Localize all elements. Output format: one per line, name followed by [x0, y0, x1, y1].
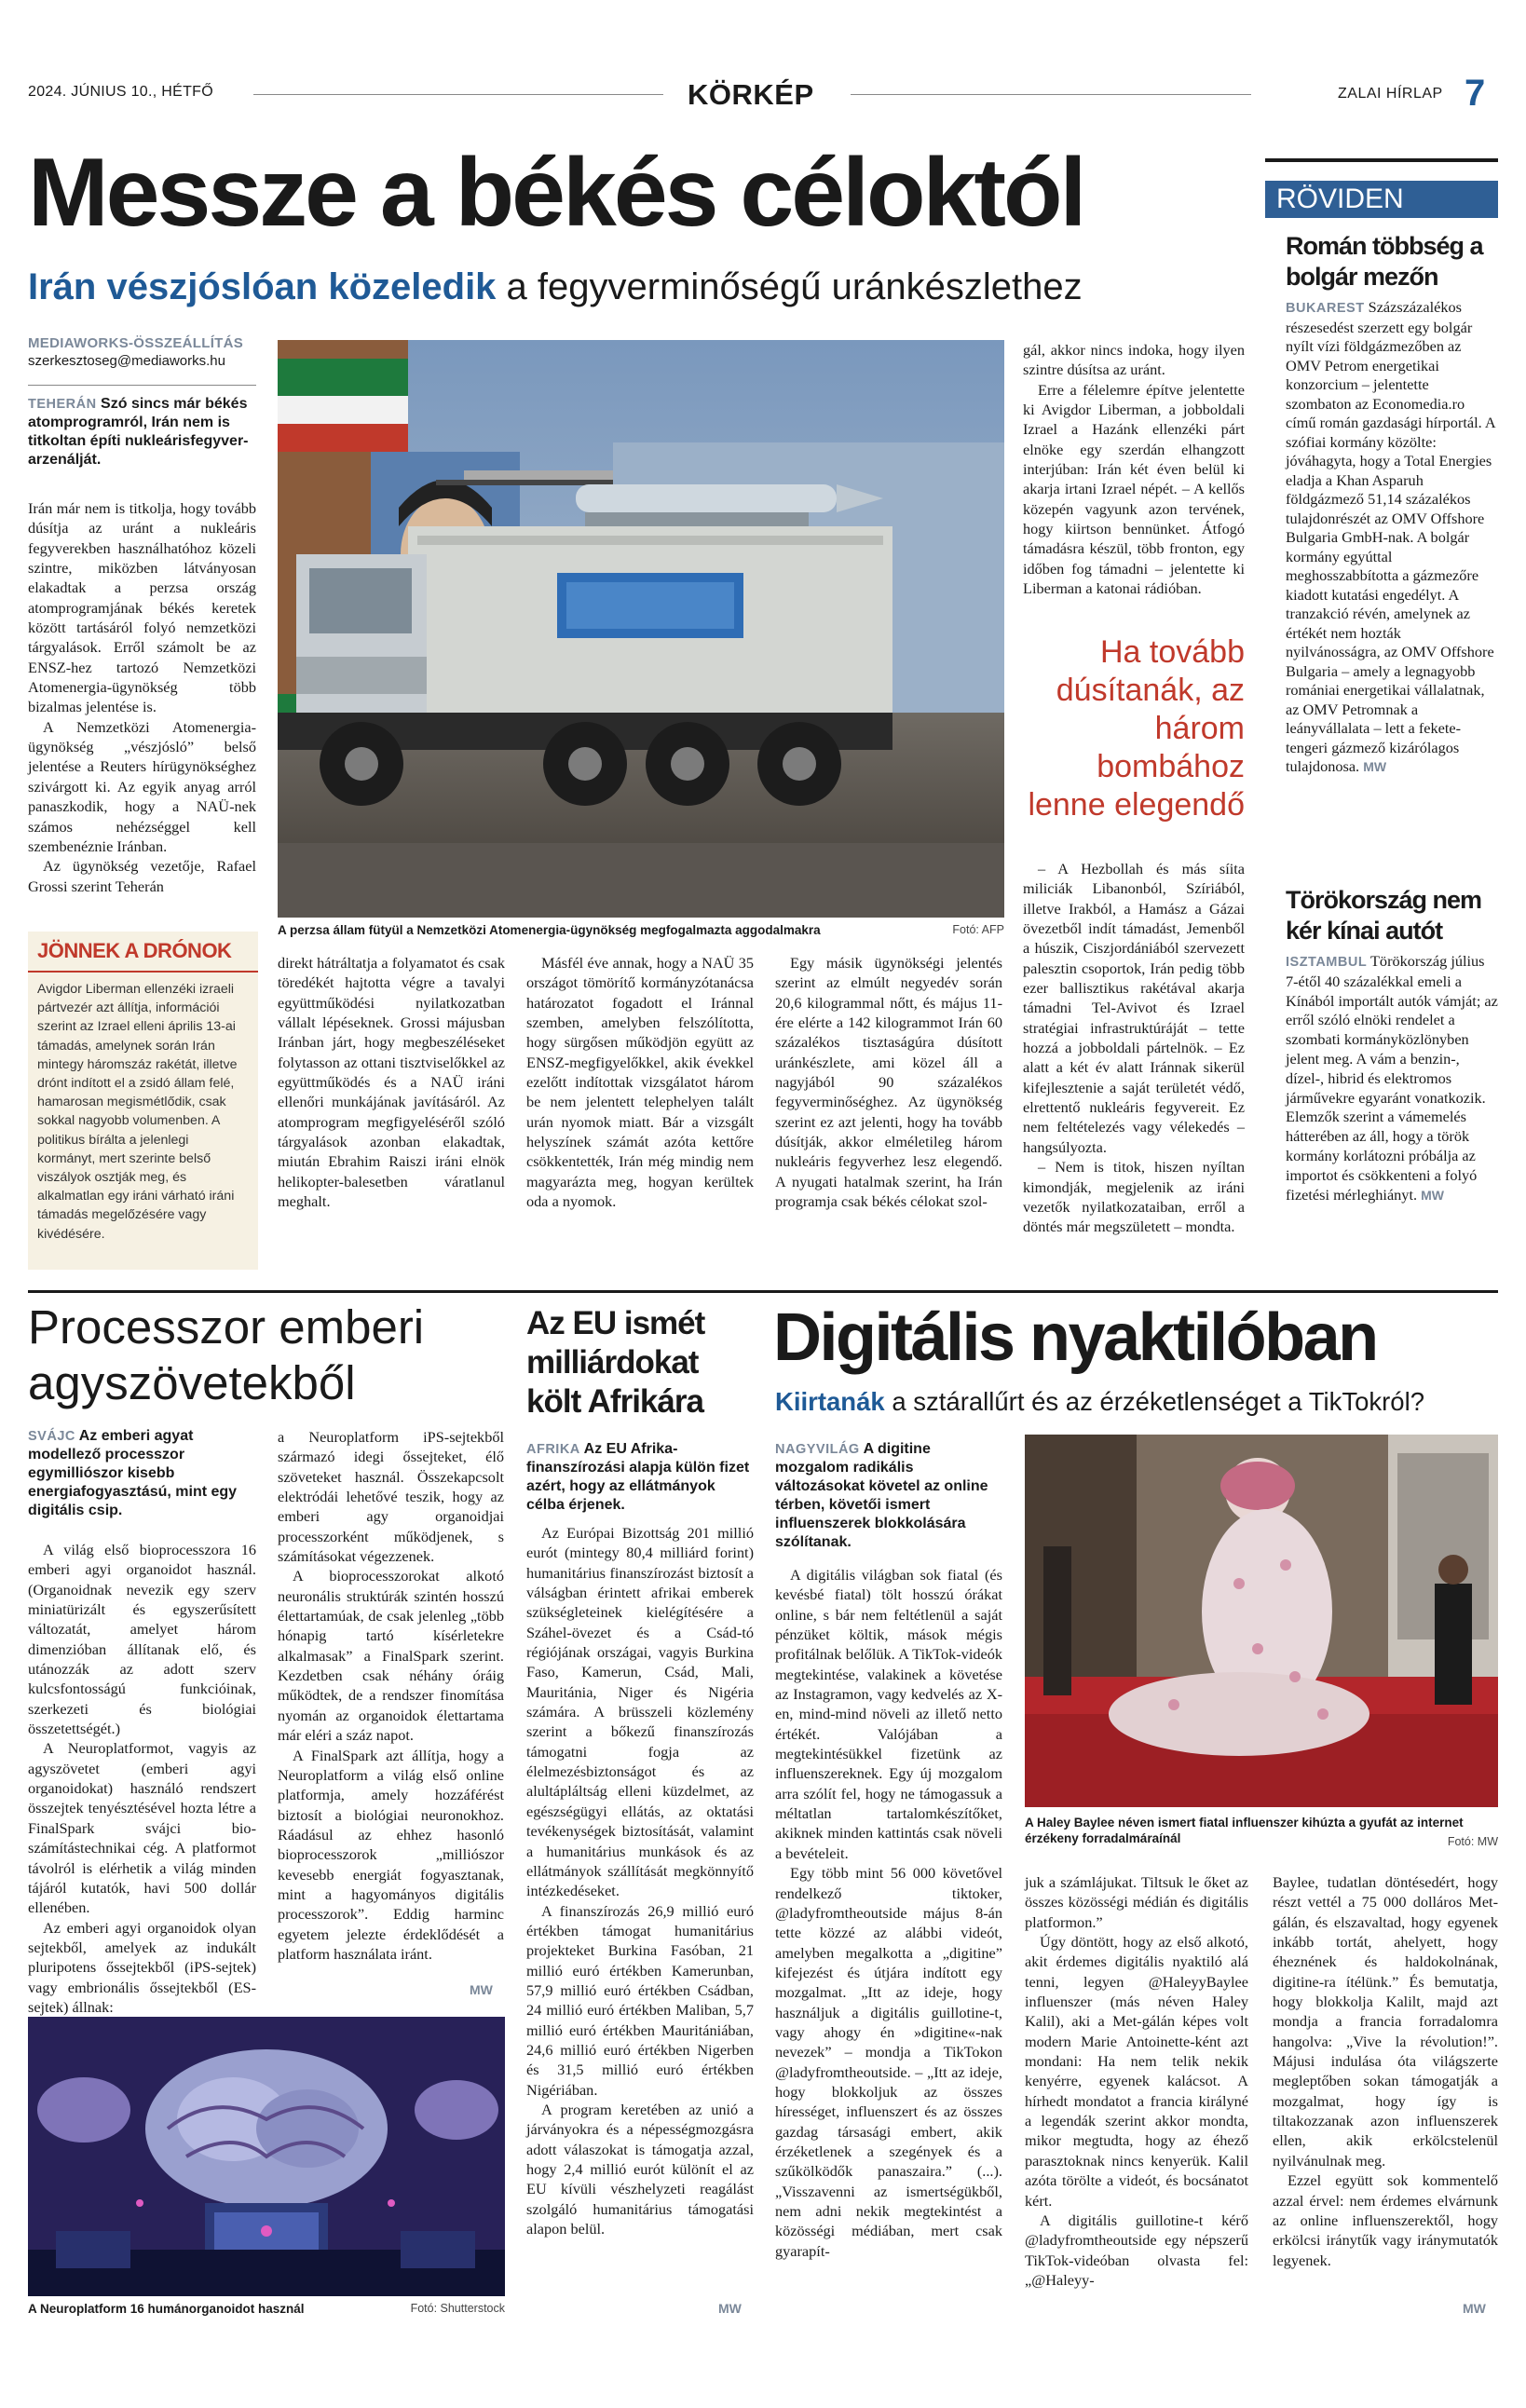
byline-divider [28, 385, 256, 386]
paragraph: A FinalSpark azt állítja, hogy a Neuroplatform a világ első online platformja, amely hozzáférést biztosít a biológiai neuronokhoz. Ráadásul az ehhez hasonló bioprocesszorok „milliószor kevesebb energiát fogyasztanak, mint a hagyományos digitális processzorok”. Eddig harminc egyetem jelezte érdeklődését a platform használata iránt. [278, 1746, 504, 1963]
paragraph: Egy másik ügynökségi jelentés szerint az elmúlt negyedév során 20,6 kilogrammal nőtt, és május 11-ére elérte a 142 kilogrammot Irán 60 százalékos tisztaságúra dúsított uránkészlete, ami közel áll a nagyjából 90 százalékos fegyverminőséghez. Az ügynökség szerint ez azt jelenti, hogy ha tovább dúsítják, akkor elméletileg három nukleáris fegyverhez lesz elegendő. A nyugati hatalmak szerint, ha Irán programja csak békés célokat szol- [775, 954, 1002, 1211]
processor-photo-credit: Fotó: Shutterstock [410, 2302, 505, 2315]
africa-lead-text: Az EU Afrika-finanszírozási alapja külön fizet azért, hogy az ellátmányok célba érjenek. [526, 1441, 750, 1513]
roviden-item-text [1286, 298, 1498, 777]
main-lead-text: Szó sincs már békés atomprogramról, Irán nem is titkoltan építi nukleárisfegyver-arzenálját. [28, 396, 249, 468]
processor-col1 [28, 1540, 256, 2016]
tiktok-lead [775, 1440, 1002, 1552]
africa-lead [526, 1440, 754, 1515]
paragraph: – A Hezbollah és más síita miliciák Libanonból, Szíriából, illetve Irakból, a Hamász a Gázai övezetből indít támadást, Jemenből a húszik, Ciszjordániából szervezett palesztin csoportok, Irán pedig több ezer ballisztikus rakétával akarja támadni Tel-Avivot és Izrael stratégiai infrastruktúráját – tette hozzá a jobboldali pártelnök. – Ez alatt a két év alatt Iránnak sikerül kifejlesztenie a saját területét védő, elrettentő nukleáris fegyvereit. Ez nem feltételezés vagy vélekedés – hangsúlyozta. [1023, 860, 1245, 1156]
drones-divider [28, 971, 258, 973]
roviden-item-location: BUKAREST [1286, 301, 1365, 316]
main-col1 [28, 498, 256, 922]
main-photo-caption: A perzsa állam fütyül a Nemzetközi Atomenergia-ügynökség megfogalmazta aggodalmakra [278, 923, 821, 937]
paragraph: direkt hátráltatja a folyamatot és csak töredékét hajtotta végre a tavalyi együttműködési nyilatkozatban vállalt lépéseknek. Grossi májusban Iránban járt, hogy megbeszéléseket folytasson az ottani tisztviselőkkel az együttműködés és a NAÜ iráni ellenőri munkájának javításáról. Az atomprogram megfigyeléséről szóló tárgyalások azonban elakadtak, miután Ebrahim Raiszi iráni elnök helikopter-balesetben váratlanul meghalt. [278, 954, 505, 1211]
author-email[interactable]: szerkesztoseg@mediaworks.hu [28, 353, 225, 369]
tiktok-photo-credit: Fotó: MW [1447, 1835, 1498, 1848]
main-byline [28, 335, 256, 369]
processor-photo-caption: A Neuroplatform 16 humánorganoidot használ [28, 2302, 305, 2316]
tiktok-subtitle-highlight: Kiirtanák [775, 1387, 885, 1416]
main-col5-bottom [1023, 859, 1245, 1278]
header-section: KÖRKÉP [688, 78, 814, 111]
header-date: 2024. JÚNIUS 10., HÉTFŐ [28, 84, 213, 100]
brain-chip-image [28, 2017, 505, 2296]
africa-title: Az EU ismét milliárdokat költ Afrikára [526, 1305, 705, 1420]
pullquote: Ha tovább dúsítanák, az három bombához lenne elegendő [1028, 634, 1245, 823]
paragraph: A digitális világban sok fiatal (és kevésbé fiatal) tölt hosszú órákat online, s bár nem feltétlenül a saját pénzüket költik, mások mégis profitálnak belőlük. A TikTok-videók megtekintése, valakinek a követése az Instagramon, vagy kedvelés az X-en, mind-mind növeli az illető netto értékét. Valójában a megtekintésükkel fizetünk az influenszereknek. Egy új mozgalom arra szólít fel, hogy ne támogassuk a méltatlan tartalomkészítőket, akiknek minden kattintás csak növeli a bevételeit. [775, 1566, 1002, 1862]
header-divider-right [851, 94, 1251, 95]
main-col3 [526, 953, 754, 1279]
paragraph: Az Európai Bizottság 201 millió eurót (mintegy 80,4 milliárd forint) humanitárius finanszírozást biztosít a válságban érintett afrikai emberek szükségleteinek kielégítésére a Száhel-övezet és a Csád-tó régiójának országai, vagyis Burkina Faso, Kamerun, Csád, Mali, Mauritánia, Niger és Nigéria számára. A brüsszeli közlemény szerint a bőkezű finanszírozás támogatni fogja az élelmezésbiztonságot és az alultápláltság elleni küzdelmet, az egészségügyi ellátás, az oktatási tevékenységek biztosítását, valamint a humanitárius munkások és az ellátmányok szállítását megkönnyítő intézkedéseket. [526, 1524, 754, 1900]
main-subtitle-highlight: Irán vészjóslóan közeledik [28, 266, 497, 307]
tiktok-title: Digitális nyaktilóban [773, 1300, 1377, 1375]
paragraph: a Neuroplatform iPS-sejtekből származó idegi őssejteket, élő szöveteket használ. Összekapcsolt elektródái lehetővé teszik, hogy az emberi agy organoidjai processzorként működjenek, s számításokat végezzenek. [278, 1428, 504, 1566]
paragraph: Ezzel együtt sok kommentelő azzal érvel: nem érdemes elvárnunk az online influenszerektől, hogy erkölcsi iránytűk vagy iránymutatók legyenek. [1273, 2171, 1498, 2269]
roviden-item-text [1286, 952, 1498, 1204]
paragraph: A program keretében az unió a járványokra és a népességmozgásra adott válaszokat is támogatja azzal, hogy 2,4 millió eurót különít el az EU kívüli vészhelyzeti reagálást szolgáló humanitárius támogatási alapon belül. [526, 2100, 754, 2238]
paragraph: Az emberi agyi organoidok olyan sejtekből, amelyek az indukált pluripotens őssejtekből (iPS-sejtek) vagy embrionális őssejtekből (ES-sejtek) állnak: [28, 1918, 256, 2016]
tiktok-subtitle-rest: a sztárallűrt és az érzéketlenséget a TikTokról? [884, 1387, 1424, 1416]
paragraph: A Nemzetközi Atomenergia-ügynökség „vészjósló” belső jelentése a Reuters hírügynökséghez szivárgott ki. Az egyik anyag arról panaszkodik, hogy a NAÜ-nek számos nehézséggel kell szembenéznie Iránban. [28, 717, 256, 855]
tiktok-col3 [1273, 1872, 1498, 2315]
main-subtitle-rest: a fegyverminőségű uránkészlethez [496, 266, 1083, 307]
roviden-item-2 [1286, 885, 1498, 1204]
africa-body [526, 1523, 754, 2315]
main-col5-top [1023, 340, 1245, 619]
main-photo-credit: Fotó: AFP [952, 923, 1004, 936]
mw-signature: MW [1463, 2301, 1486, 2316]
paragraph: Az ügynökség vezetője, Rafael Grossi szerint Teherán [28, 857, 256, 895]
page-number: 7 [1465, 73, 1484, 114]
tiktok-lead-text: A digitine mozgalom radikális változásokat követel az online térben, követői ismert influenszerek blokkolására szólítanak. [775, 1441, 988, 1550]
roviden-item-1 [1286, 231, 1498, 777]
main-photo [278, 340, 1004, 918]
section-divider [28, 1290, 1498, 1293]
paragraph: Másfél éve annak, hogy a NAÜ 35 országot tömörítő kormányzótanácsa határozatot fogadott el Iránnal szemben, amelyben felszólította, hogy sürgősen működjön együtt az ENSZ-megfigyelőkkel, akik évekkel ezelőtt indítottak vizsgálatot három be nem jelentett telephelyen talált urán nyomok miatt. Bár a vizsgált helyszínek számát azóta kettőre csökkentették, Irán még mindig nem magyarázta meg, hogyan kerültek oda a nyomok. [526, 954, 754, 1211]
tiktok-location: NAGYVILÁG [775, 1442, 860, 1457]
mw-signature: MW [1421, 1187, 1445, 1203]
processor-lead [28, 1427, 256, 1520]
drones-box [28, 932, 258, 1270]
processor-location: SVÁJC [28, 1429, 75, 1444]
paragraph: A finanszírozás 26,9 millió euró értékben támogat humanitárius projekteket Burkina Fasóban, 21 millió euró értékben Kamerunban, 57,9 millió euró értékben Csádban, 24 millió euró értékben Maliban, 5,7 millió euró értékben Mauritániában, 24,6 millió euró értékben Nigerben és 31,5 millió euró értékben Nigériában. [526, 1901, 754, 2099]
paragraph: Erre a félelemre építve jelentette ki Avigdor Liberman, a jobboldali Izrael a Hazánk ellenzéki párt elnöke egy szerdán elhangzott interjúban: Irán két éven belül ki akarja irtani Izrael népét. – A kellős közepén vagyunk azon tervének, hogy kiirtson bennünket. Átfogó támadásra készül, több fronton, egy időben fog támadni – jelentette ki Liberman a katonai rádióban. [1023, 380, 1245, 598]
processor-photo [28, 2017, 505, 2296]
roviden-topline [1265, 158, 1498, 162]
africa-location: AFRIKA [526, 1442, 580, 1457]
paragraph: Irán már nem is titkolja, hogy tovább dúsítja az uránt a nukleáris fegyverekben használhatóhoz közeli szintre, miközben látványosan elakadtak a perzsa ország atomprogramjának békés keretek között tartásáról folyó nemzetközi tárgyalások. Erről számolt be az ENSZ-hez tartozó Nemzetközi Atomenergia-ügynökség több bizalmas jelentése is. [28, 499, 256, 716]
paragraph: A digitális guillotine-t kérő @ladyfromtheoutside egy népszerű TikTok-videóban olvasta fel: „@Haleyy- [1025, 2211, 1248, 2289]
tiktok-photo-caption-text: A Haley Baylee néven ismert fiatal influenszer kihúzta a gyufát az internet érzékeny forradalmáraínál [1025, 1816, 1464, 1845]
roviden-item-title: Törökország nem kér kínai autót [1286, 886, 1482, 945]
paragraph: Úgy döntött, hogy az első alkotó, akit érdemes digitális nyaktiló alá tenni, legyen @HaleyyBaylee influenszer (más néven Haley Kalil), aki a Met-gálán képes volt modern Marie Antoinette-ként azt mondani: Ha nem telik nekik kenyérre, egyenek kalácsot. A hírhedt mondatot a francia királyné a legendák szerint akkor mondta, mikor megtudta, hogy az éhező parasztoknak nincs kenyerük. Kalil azóta törölte a videót, és bocsánatot kért. [1025, 1933, 1248, 2210]
roviden-header: RÖVIDEN [1265, 181, 1498, 218]
tiktok-photo [1025, 1435, 1498, 1807]
paragraph: A bioprocesszorokat alkotó neuronális struktúrák szintén hosszú élettartamúak, de csak jelenleg „több hónapig tartó kísérletekre alkalmasak” a FinalSpark szerint. Kezdetben csak néhány óráig működtek, de a rendszer finomítása nyomán az organoidok élettartama már eléri a száz napot. [278, 1567, 504, 1745]
header-divider-left [253, 94, 663, 95]
paragraph: juk a számlájukat. Tiltsuk le őket az összes közösségi médián és digitális platformon.” [1025, 1873, 1248, 1931]
paragraph: Baylee, tudatlan döntésedért, hogy részt vettél a 75 000 dolláros Met-gálán, és elszavaltad, hogy egyenek inkább tortát, ahelyett, hogy éheznének és haldokolnának, digitine-ra ítélünk.” És bemutatja, hogy blokkolja Kalilt, majd azt mondja a francia forradalomra hangolva: „Vive la révolution!”. Májusi indulása óta világszerte megleptőben sokan támogatják a mozgalmat, hogy így is tiltakozzanak azon influenszerek ellen, akik erkölcstelenül nyilvánulnak meg. [1273, 1873, 1498, 2170]
header-paper: ZALAI HÍRLAP [1338, 86, 1443, 102]
main-col2 [278, 953, 505, 1279]
main-col4 [775, 953, 1002, 1279]
processor-lead-text: Az emberi agyat modellező processzor egymilliószor kisebb energiafogyasztású, mint egy digitális csip. [28, 1428, 238, 1518]
mw-signature: MW [718, 2301, 742, 2316]
author: MEDIAWORKS-ÖSSZEÁLLÍTÁS [28, 335, 244, 351]
drones-title: JÖNNEK A DRÓNOK [37, 939, 232, 962]
roviden-item-body: Törökország július 7-étől 40 százalékkal emeli a Kínából importált autók vámját; az erről szóló elnöki rendelet a szombati kormányközlönyben jelent meg. A vám a benzin-, dízel-, hibrid és elektromos járművekre egyaránt vonatkozik. Elemzők szerint a vámemelés hátterében az áll, hogy a török kormány korlátozni próbálja az importot és csökkenteni a folyó fizetési mérleghiányt. [1286, 952, 1498, 1204]
paragraph: gál, akkor nincs indoka, hogy ilyen szintre dúsítsa az uránt. [1023, 341, 1245, 379]
roviden-item-title: Román többség a bolgár mezőn [1286, 232, 1483, 291]
processor-title: Processzor emberi agyszövetekből [28, 1300, 425, 1409]
main-title: Messze a békés céloktól [28, 139, 1084, 247]
main-lead [28, 395, 256, 469]
paragraph: – Nem is titok, hiszen nyíltan kimondják, megjelenik az iráni vezetők nyilatkozataiban, erről a döntés már megszületett – mondta. [1023, 1158, 1245, 1236]
paragraph: A Neuroplatformot, vagyis az agyszövetet (emberi agyi organoidokat) használó rendszert összejtek tenyésztésével hozta létre a FinalSpark svájci bio-számítástechnikai cég. A platformot távolról is elérhetik a világ minden tájáról kutatók, havi 500 dollár ellenében. [28, 1739, 256, 1917]
tiktok-subtitle [775, 1386, 1424, 1418]
roviden-item-location: ISZTAMBUL [1286, 955, 1368, 970]
mw-signature: MW [470, 1982, 493, 1997]
tiktok-col1 [775, 1565, 1002, 2315]
processor-col2 [278, 1427, 504, 2005]
tiktok-col2 [1025, 1872, 1248, 2315]
drones-text: Avigdor Liberman ellenzéki izraeli pártvezér azt állítja, információi szerint az Izrael elleni április 13-ai támadás, amelynek során Irán mintegy háromszáz rakétát, illetve drónt indított el a zsidó állam felé, hamarosan megismétlődik, csak sokkal nagyobb volumenben. A politikus bírálta a jelenlegi kormányt, mert szerinte belső viszályok osztják meg, és alkalmatlan egy iráni várható iráni támadás megelőzésére vagy kivédésére. [37, 982, 238, 1242]
main-location: TEHERÁN [28, 397, 97, 412]
paragraph: Egy több mint 56 000 követővel rendelkező tiktoker, @ladyfromtheoutside május 8-án tette közzé az alábbi videót, amelyben megalkotta a „digitine” kifejezést és útjára indított egy mozgalmat. „Itt az ideje, hogy használjuk a digitális guillotine-t, vagy ahogy én »digitine«-nak nevezek” – mondja a TikTokon @ladyfromtheoutside. – „Itt az ideje, hogy blokkoljuk az összes hírességet, influenszert és az összes gazdag társasági embert, akik érzéketlenek a szegények és a szűkölködők panaszaira.” (...).„Visszavenni az ismertségükből, nem adni nekik megtekintést a közösségi médiában, mert csak gyarapít- [775, 1864, 1002, 2260]
influencer-gala-image [1025, 1435, 1498, 1807]
missile-truck-image [278, 340, 1004, 918]
mw-signature: MW [1363, 759, 1387, 774]
main-subtitle [28, 265, 1083, 309]
roviden-item-body: Százszázalékos részesedést szerzett egy bolgár nyílt vízi földgázmezőben az OMV Petrom energetikai konzorcium – jelentette szombaton az Economedia.ro című román gazdasági hírportál. A szófiai kormány közölte: jóváhagyta, hogy a Total Energies eladja a Khan Asparuh földgázmező 51,14 százalékos tulajdonrészét az OMV Offshore Bulgaria GmbH-nak. A bolgár kormány egyúttal meghosszabbította a gázmezőre kiadott kutatási engedélyt. A tranzakció révén, amelynek az értékét nem hozták nyilvánosságra, az OMV Offshore Bulgaria – amely a legnagyobb romániai energetikai vállalatnak, az OMV Petromnak a leányvállalata – lett a fekete-tengeri gázmező kizárólagos tulajdonosa. [1286, 298, 1495, 775]
paragraph: A világ első bioprocesszora 16 emberi agyi organoidot használ. (Organoidnak nevezik egy szerv miniatürizált és egyszerűsített változatát, amelyet három dimenzióban állítanak elő, és utánozzák az adott szerv kulcsfontosságú funkcióinak, szerkezeti és biológiai összetettségét.) [28, 1541, 256, 1738]
